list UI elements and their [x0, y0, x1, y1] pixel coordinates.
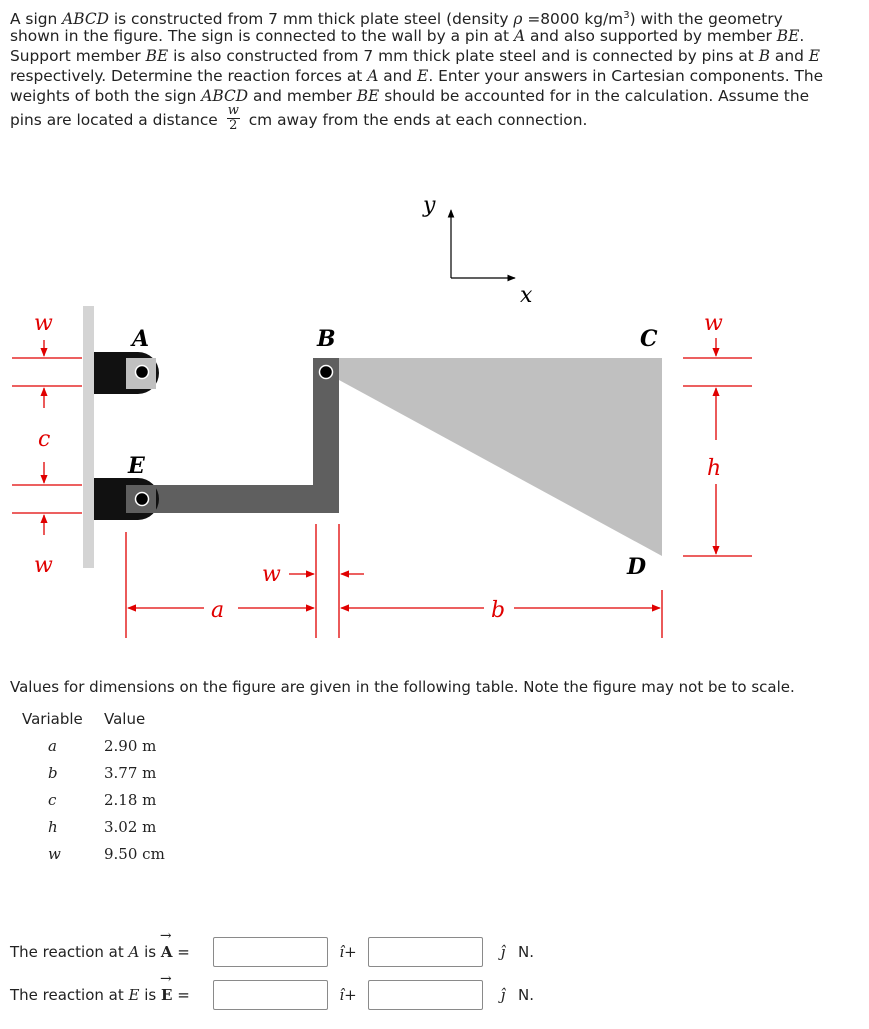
table-row: w 9.50 cm [48, 844, 165, 863]
pin-b [320, 366, 333, 379]
bottom-dimensions [126, 524, 662, 638]
dim-b: b [491, 598, 506, 623]
problem-line-5: weights of both the sign ABCD and member BE should be accounted for in the calculation. Assume the [10, 87, 810, 105]
i-hat-plus: î+ [339, 986, 357, 1004]
y-axis-label: y [423, 193, 436, 218]
table-row: c 2.18 m [48, 790, 157, 809]
reaction-a-x-input[interactable] [213, 937, 328, 967]
label-e: E [128, 453, 145, 479]
reaction-e-y-input[interactable] [368, 980, 483, 1010]
answer-row-a [10, 937, 534, 967]
i-hat-plus: î+ [339, 943, 357, 961]
problem-statement [10, 6, 860, 138]
label-a: A [132, 326, 150, 352]
problem-line-3: Support member BE is also constructed from 7 mm thick plate steel and is connected by pins at B and E [10, 47, 821, 65]
wall [83, 306, 94, 568]
reaction-e-x-input[interactable] [213, 980, 328, 1010]
answer-a-label: The reaction at A is → A = [10, 943, 208, 961]
dim-c: c [38, 427, 51, 452]
problem-line-1: A sign ABCD is constructed from 7 mm thick plate steel (density ρ =8000 $kg/m^3$) with the geometry [10, 10, 783, 29]
table-row: b 3.77 m [48, 763, 157, 782]
x-axis-label: x [520, 283, 533, 308]
problem-line-6: pins are located a distance $\frac{w}{2}$ cm away from the ends at each connection. [10, 103, 588, 133]
label-d: D [627, 554, 647, 580]
label-b: B [317, 326, 336, 352]
header-variable: Variable [22, 710, 83, 728]
header-value: Value [104, 710, 146, 728]
table-row: h 3.02 m [48, 817, 157, 836]
label-c: C [640, 326, 658, 352]
answer-e-label: The reaction at E is → E = [10, 986, 208, 1004]
j-hat: ĵ [500, 943, 506, 961]
dim-h: h [707, 456, 722, 481]
sign-diagram [0, 190, 869, 650]
unit-label: N. [518, 943, 534, 961]
pin-e [136, 493, 149, 506]
problem-line-2: shown in the figure. The sign is connected to the wall by a pin at A and also supported by member BE. [10, 27, 805, 45]
problem-line-4: respectively. Determine the reaction forces at A and E. Enter your answers in Cartesian components. The [10, 67, 824, 85]
unit-label: N. [518, 986, 534, 1004]
dim-w-right: w [704, 311, 723, 336]
w-over-2-fraction: $\frac{w}{2}$ [227, 103, 239, 133]
pin-a [136, 366, 149, 379]
member-be-horizontal [140, 485, 339, 513]
answer-row-e [10, 980, 534, 1010]
right-dimensions [683, 338, 752, 556]
dim-w-left-top: w [34, 311, 53, 336]
table-row: a 2.90 m [48, 736, 157, 755]
sign-plate [140, 358, 662, 556]
coordinate-axes [422, 193, 533, 308]
j-hat: ĵ [500, 986, 506, 1004]
sign-figure [0, 190, 869, 650]
dimensions-table [22, 710, 165, 867]
dim-a: a [211, 598, 225, 623]
table-header [22, 710, 165, 732]
reaction-a-y-input[interactable] [368, 937, 483, 967]
dim-w-left-bottom: w [34, 553, 53, 578]
table-note: Values for dimensions on the figure are given in the following table. Note the figure may not be to scale. [10, 678, 795, 696]
dim-w-mid: w [262, 562, 281, 587]
